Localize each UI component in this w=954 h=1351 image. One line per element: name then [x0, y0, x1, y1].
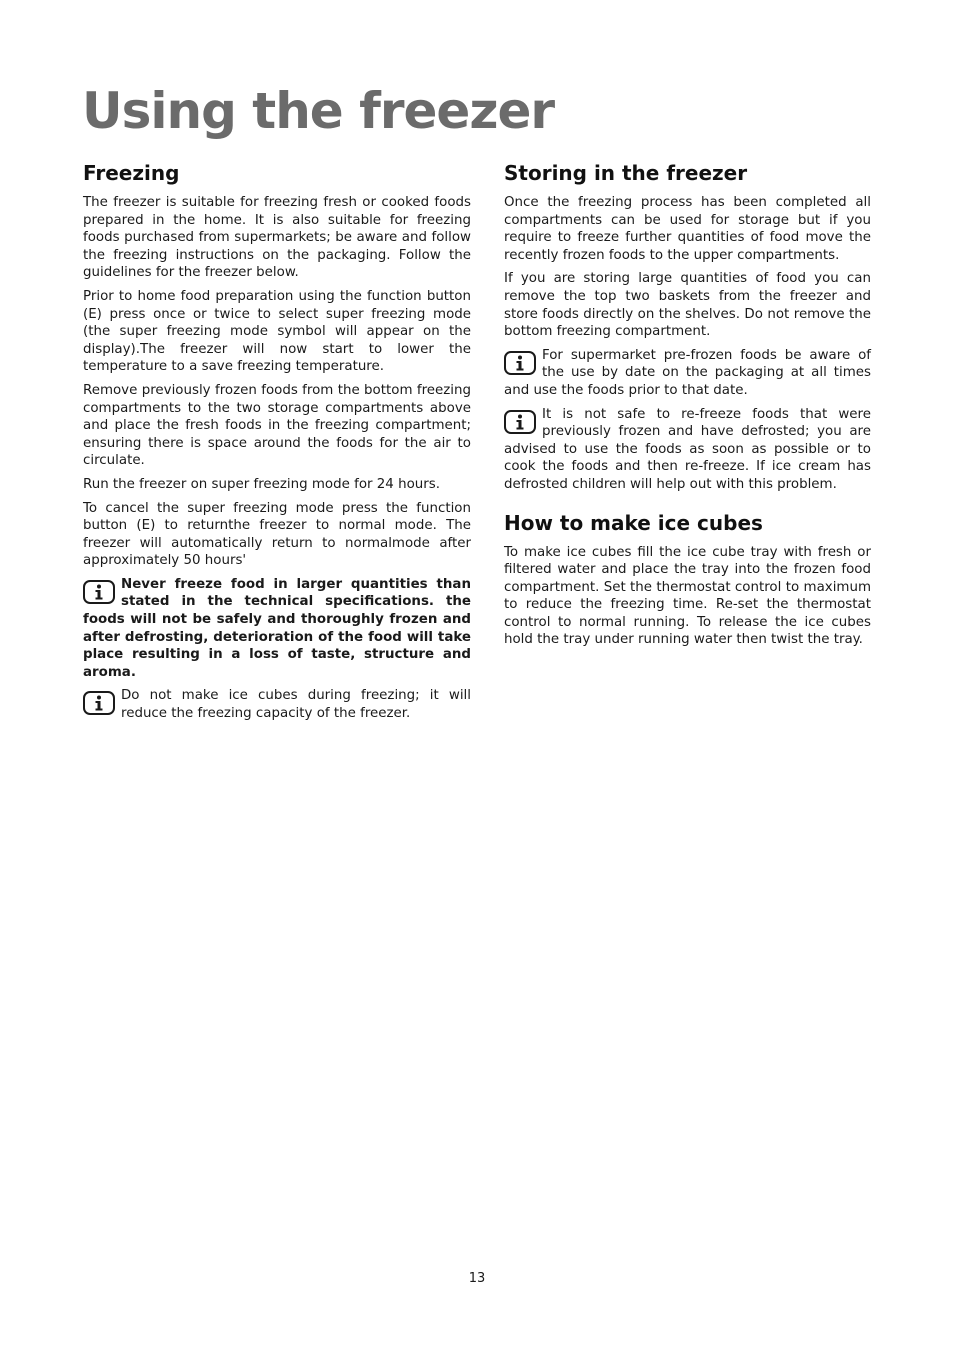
ice-cubes-heading: How to make ice cubes	[504, 510, 763, 535]
freezing-paragraph-3: Remove previously frozen foods from the bottom freezing compartments to the two storage compartments above and place the fresh foods in the freezing compartment; ensuring there is space around the foods for the air to circulate.	[83, 382, 471, 469]
storing-note-2-text: It is not safe to re-freeze foods that were previously frozen and have defrosted; you are advised to use the foods as soon as possible or to cook the foods and then re-freeze. If ice cream has defrosted children will help out with this problem.	[504, 406, 871, 492]
storing-note-1	[504, 347, 871, 400]
left-column	[83, 158, 471, 729]
storing-paragraph-2: If you are storing large quantities of food you can remove the top two baskets from the freezer and store foods directly on the shelves. Do not remove the bottom freezing compartment.	[504, 271, 871, 340]
freezing-paragraph-5: To cancel the super freezing mode press the function button (E) to returnthe freezer to normal mode. The freezer will automatically return to normalmode after approximately 50 hours'	[83, 500, 471, 569]
info-icon	[83, 691, 115, 715]
storing-paragraph-1: Once the freezing process has been completed all compartments can be used for storage but if you require to freeze further quantities of food move the recently frozen foods to the upper compartments.	[504, 195, 871, 263]
freezing-paragraph-4: Run the freezer on super freezing mode for 24 hours.	[83, 476, 440, 492]
freezing-note-2	[83, 687, 471, 722]
page-number: 13	[468, 1271, 486, 1286]
freezing-heading: Freezing	[83, 161, 180, 185]
storing-note-2	[504, 406, 871, 494]
info-icon	[504, 410, 536, 434]
freezing-paragraph-1: The freezer is suitable for freezing fresh or cooked foods prepared in the home. It is also suitable for freezing foods purchased from supermarkets; be aware and follow the freezing instructions on the packaging. Follow the guidelines for the freezer below.	[83, 195, 471, 281]
freezing-paragraph-2: Prior to home food preparation using the function button (E) press once or twice to select super freezing mode (the super freezing mode symbol will appear on the display).The freezer will now start to lower the temperature to a save freezing temperature.	[83, 288, 471, 375]
freezing-note-1-text: Never freeze food in larger quantities than stated in the technical specifications. the foods will not be safely and thoroughly frozen and after defrosting, deterioration of the food will take place resulting in a loss of taste, structure and aroma.	[83, 576, 471, 680]
storing-heading: Storing in the freezer	[504, 161, 748, 185]
freezing-note-2-text: Do not make ice cubes during freezing; it will reduce the freezing capacity of the freezer.	[121, 688, 471, 722]
page-title: Using the freezer	[82, 82, 555, 140]
ice-cubes-paragraph-1: To make ice cubes fill the ice cube tray with fresh or filtered water and place the tray into the frozen food compartment. Set the thermostat control to maximum to reduce the freezing time. Re-set the thermostat control to normal running. To release the ice cubes hold the tray under running water then twist the tray.	[504, 544, 871, 648]
info-icon	[504, 351, 536, 375]
right-column	[504, 158, 871, 655]
freezing-note-1	[83, 576, 471, 682]
info-icon	[83, 580, 115, 604]
storing-note-1-text: For supermarket pre-frozen foods be aware of the use by date on the packaging at all times and use the foods prior to that date.	[504, 347, 871, 398]
